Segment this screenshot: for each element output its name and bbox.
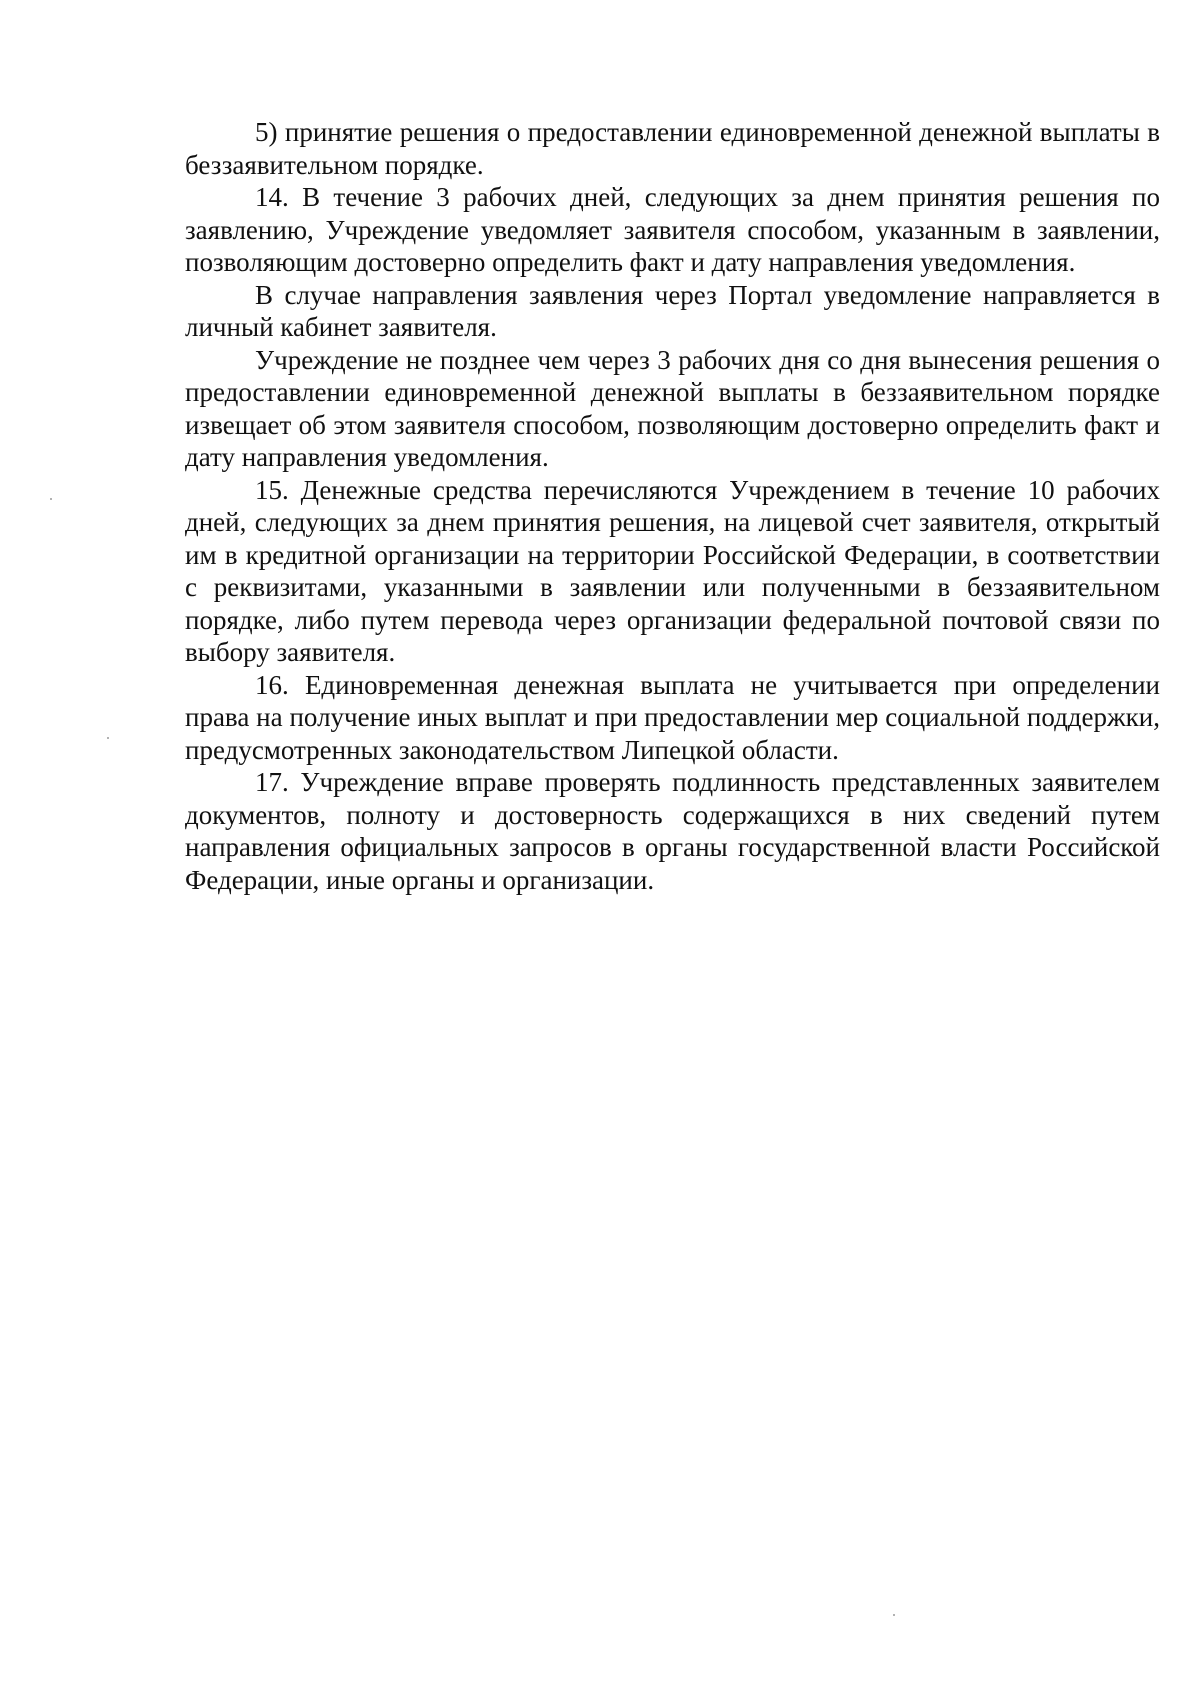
scan-speck: [893, 1614, 895, 1616]
document-body: [185, 116, 1160, 896]
scan-speck: [50, 498, 52, 500]
paragraph-15: 15. Денежные средства перечисляются Учреждением в течение 10 рабочих дней, следующих за днем принятия решения, на лицевой счет заявителя, открытый им в кредитной организации на территории Российской Федерации, в соответствии с реквизитами, указанными в заявлении или полученными в беззаявительном порядке, либо путем перевода через организации федеральной почтовой связи по выбору заявителя.: [185, 474, 1160, 667]
paragraph-14-notice: Учреждение не позднее чем через 3 рабочих дня со дня вынесения решения о предоставлении единовременной денежной выплаты в беззаявительном порядке извещает об этом заявителя способом, позволяющим достоверно определить факт и дату направления уведомления.: [185, 344, 1160, 472]
paragraph-14-portal: В случае направления заявления через Портал уведомление направляется в личный кабинет заявителя.: [185, 279, 1160, 342]
scan-speck: [107, 737, 109, 739]
paragraph-16: 16. Единовременная денежная выплата не учитывается при определении права на получение иных выплат и при предоставлении мер социальной поддержки, предусмотренных законодательством Липецкой области.: [185, 669, 1160, 765]
paragraph-14: 14. В течение 3 рабочих дней, следующих за днем принятия решения по заявлению, Учреждение уведомляет заявителя способом, указанным в заявлении, позволяющим достоверно определить факт и дату направления уведомления.: [185, 182, 1160, 277]
paragraph-item-5: 5) принятие решения о предоставлении единовременной денежной выплаты в беззаявительном порядке.: [185, 117, 1160, 180]
paragraph-17: 17. Учреждение вправе проверять подлинность представленных заявителем документов, полноту и достоверность содержащихся в них сведений путем направления официальных запросов в органы государственной власти Российской Федерации, иные органы и организации.: [185, 767, 1160, 895]
